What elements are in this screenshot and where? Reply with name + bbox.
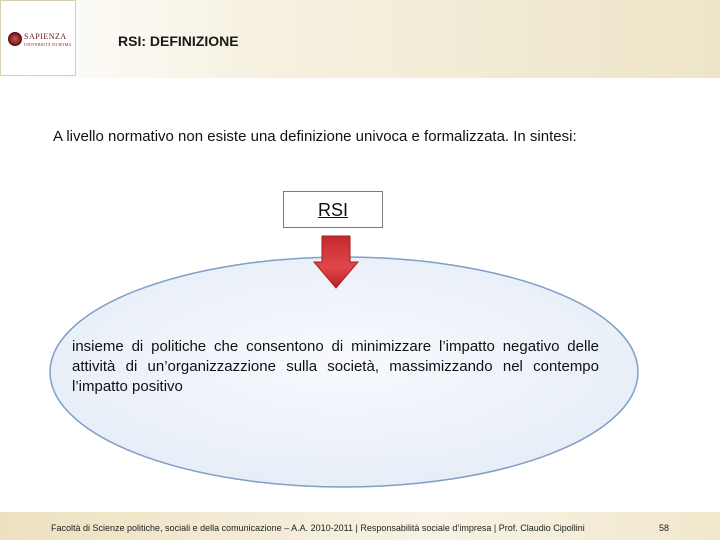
definition-text: insieme di politiche che consentono di minimizzare l’impatto negativo delle attività di un’organizzazzione sulla società, massimizzando nel contempo l’impatto positivo (72, 338, 599, 395)
logo-name: SAPIENZA (24, 32, 67, 41)
logo-subtitle: UNIVERSITÀ DI ROMA (24, 42, 72, 47)
footer-text: Facoltà di Scienze politiche, sociali e della comunicazione – A.A. 2010-2011 | Responsabilità sociale d’impresa | Prof. Claudio Cipollini (51, 523, 585, 533)
rsi-box: RSI (283, 191, 383, 228)
slide-title: RSI: DEFINIZIONE (118, 33, 239, 49)
page-number: 58 (659, 523, 670, 533)
intro-text: A livello normativo non esiste una definizione univoca e formalizzata. In sintesi: (53, 128, 577, 145)
